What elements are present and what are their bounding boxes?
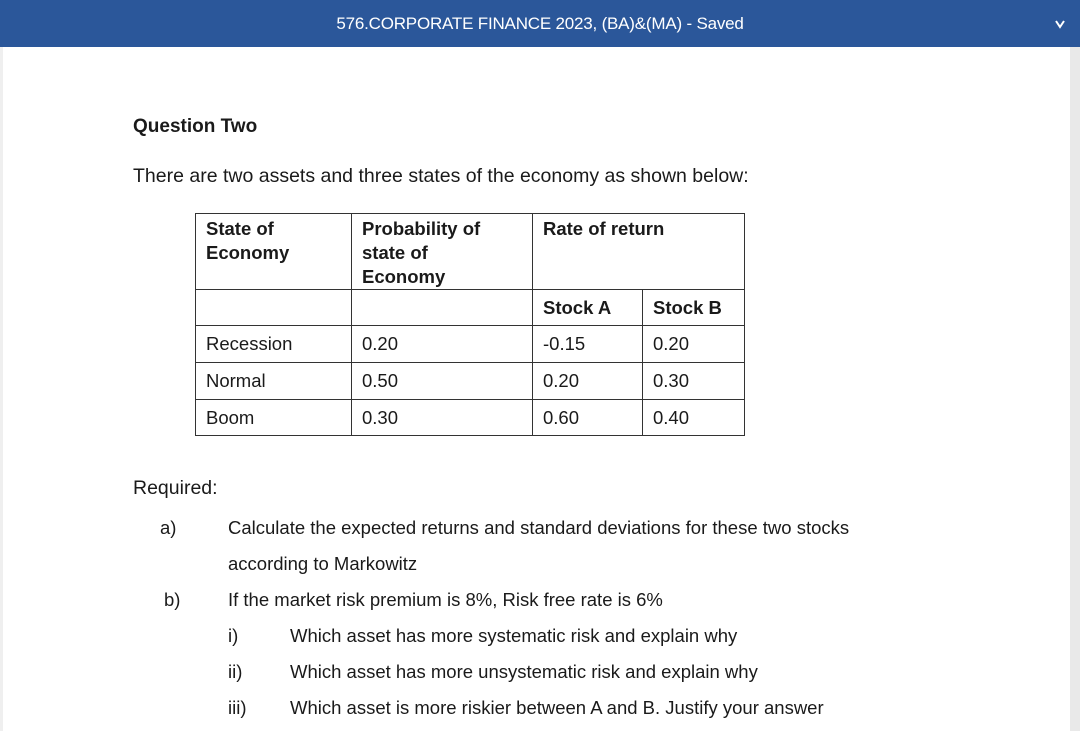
left-edge — [0, 47, 3, 731]
header-stock-b: Stock B — [643, 290, 745, 326]
table-row — [196, 326, 745, 363]
subitem-text: Which asset is more riskier between A and B. Justify your answer — [290, 697, 824, 718]
table-row — [196, 400, 745, 436]
subitem-text: Which asset has more systematic risk and explain why — [290, 625, 738, 646]
header-state: State of Economy — [196, 214, 352, 290]
chevron-right-icon[interactable] — [1050, 14, 1070, 34]
returns-table — [195, 213, 745, 436]
part-a-marker: a) — [160, 517, 177, 538]
header-probability: Probability of state of Economy — [352, 214, 533, 290]
cell-stock-a: 0.60 — [533, 400, 643, 436]
part-b-marker: b) — [164, 589, 181, 610]
table-header-row — [196, 214, 745, 290]
subitem-marker: iii) — [228, 697, 247, 718]
table-row — [196, 363, 745, 400]
cell-stock-b: 0.30 — [643, 363, 745, 400]
question-heading: Question Two — [133, 116, 258, 137]
cell-probability: 0.30 — [352, 400, 533, 436]
cell-stock-a: 0.20 — [533, 363, 643, 400]
table-subheader-row — [196, 290, 745, 326]
cell-stock-b: 0.20 — [643, 326, 745, 363]
intro-text: There are two assets and three states of the economy as shown below: — [133, 165, 749, 187]
cell-probability: 0.20 — [352, 326, 533, 363]
subitem-marker: ii) — [228, 661, 243, 682]
part-a-line-2: according to Markowitz — [228, 553, 418, 574]
required-label: Required: — [133, 477, 218, 499]
table-cell — [196, 290, 352, 326]
header-rate: Rate of return — [533, 214, 745, 290]
cell-state: Recession — [196, 326, 352, 363]
subitem-marker: i) — [228, 625, 239, 646]
part-a-line-1: Calculate the expected returns and standard deviations for these two stocks — [228, 517, 850, 538]
scrollbar-track[interactable] — [1070, 47, 1080, 731]
document-title: 576.CORPORATE FINANCE 2023, (BA)&(MA) - Saved — [336, 14, 744, 33]
subitem-text: Which asset has more unsystematic risk and explain why — [290, 661, 758, 682]
cell-state: Boom — [196, 400, 352, 436]
cell-stock-b: 0.40 — [643, 400, 745, 436]
title-bar — [0, 0, 1080, 47]
cell-stock-a: -0.15 — [533, 326, 643, 363]
cell-probability: 0.50 — [352, 363, 533, 400]
part-b-text: If the market risk premium is 8%, Risk free rate is 6% — [228, 589, 663, 610]
header-stock-a: Stock A — [533, 290, 643, 326]
cell-state: Normal — [196, 363, 352, 400]
table-cell — [352, 290, 533, 326]
